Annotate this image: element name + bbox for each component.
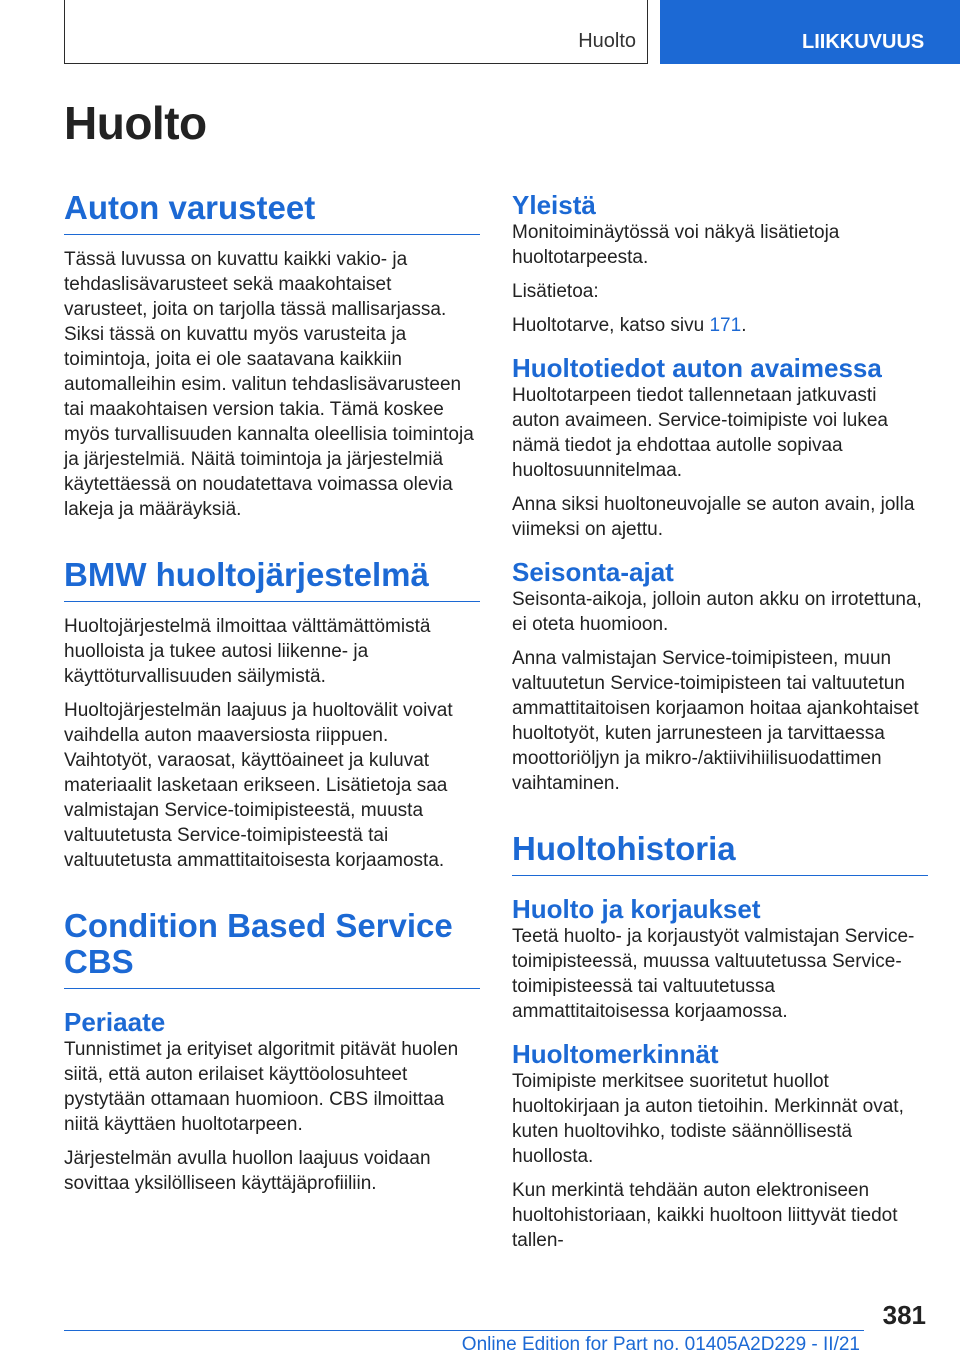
paragraph: Monitoiminäytössä voi näkyä lisätietoja huoltotarpeesta. [512,222,840,268]
text: Huoltotarve, katso sivu [512,315,705,336]
paragraph: Huoltojärjestelmän laajuus ja huoltovälit voivat vaihdella auton maaversiosta riippuen. Vaihtotyöt, varaosat, käyttöaineet ja kuluvat materiaalit lasketaan erikseen. Lisätietoja saa valmistajan Service-toimipisteestä, muusta valtuutetusta Service-toimipisteestä tai valtuutetusta ammattitaitoisesta korjaamosta. [64,700,453,871]
subheading-seisonta-ajat: Seisonta-ajat [512,557,674,587]
header-section-title: Huolto [578,30,636,52]
subheading-yleista: Yleistä [512,190,596,220]
section-yleista [512,190,928,338]
subheading-huoltomerkinnat: Huoltomerkinnät [512,1039,719,1069]
paragraph: Tunnistimet ja erityiset algoritmit pitävät huolen siitä, että auton erilaiset käyttöolosuhteet pystytään ottamaan huomioon. CBS ilmoittaa niitä käyttäen huoltotarpeen. [64,1039,459,1135]
section-bmw-huoltojarjestelma [64,557,480,873]
paragraph: Tässä luvussa on kuvattu kaikki vakio- ja tehdaslisävarusteet sekä maakohtaiset varusteet, joita on tarjolla tässä mallisarjassa. Siksi tässä on kuvattu myös varusteita ja toimintoja, joita ei ole saatavana kaikkiin automalleihin esim. valitun tehdaslisävarusteen tai maakohtaisen version takia. Tämä koskee myös turvallisuuden kannalta oleellisia toimintoja ja järjestelmiä. Näitä toimintoja ja järjestelmiä käytettäessä on noudatettava voimassa olevia lakeja ja määräyksiä. [64,249,474,520]
section-huoltotiedot-avaimessa [512,353,928,542]
paragraph-with-link [512,313,928,338]
right-column [512,190,928,1262]
page-reference-link[interactable]: 171 [709,315,742,336]
paragraph: Järjestelmän avulla huollon laajuus voidaan sovittaa yksilölliseen käyttäjäprofiiliin. [64,1148,431,1194]
subheading-huolto-ja-korjaukset: Huolto ja korjaukset [512,894,761,924]
page-title: Huolto [64,97,207,149]
heading-huoltohistoria: Huoltohistoria [512,831,928,876]
page-number: 381 [882,1300,926,1330]
section-seisonta-ajat [512,557,928,796]
paragraph: Teetä huolto- ja korjaustyöt valmistajan Service-toimipisteessä, muussa valtuutetussa Service-toimipisteessä tai valtuutetussa ammattitaitoisessa korjaamossa. [512,926,915,1022]
paragraph: Anna siksi huoltoneuvojalle se auton avain, jolla viimeksi on ajettu. [512,494,915,540]
text: . [741,315,747,336]
heading-auton-varusteet: Auton varusteet [64,190,480,235]
paragraph: Anna valmistajan Service-toimipisteen, muun valtuutetun Service-toimipisteen tai valtuutetun ammattitaitoisen korjaamon hoitaa ajankohtaiset huoltotyöt, kuten jarrunesteen ja tarvittaessa moottoriöljyn ja mikro-/aktiivihiilisuodattimen vaihtaminen. [512,648,919,794]
heading-bmw-huoltojarjestelma: BMW huoltojärjestelmä [64,557,480,602]
paragraph: Huoltotarpeen tiedot tallennetaan jatkuvasti auton avaimeen. Service-toimipiste voi lukea nämä tiedot ja ehdottaa autolle sopivaa huoltosuunnitelmaa. [512,385,888,481]
subheading-periaate: Periaate [64,1007,166,1037]
paragraph: Lisätietoa: [512,281,599,302]
header-box [64,0,648,64]
left-column [64,190,480,1205]
header-chapter-tab[interactable]: LIIKKUVUUS [660,0,960,64]
footer-divider [64,1330,864,1331]
paragraph: Toimipiste merkitsee suoritetut huollot huoltokirjaan ja auton tietoihin. Merkinnät ovat, kuten huoltovihko, todiste säännöllisestä huollosta. [512,1071,904,1167]
subheading-huoltotiedot-avaimessa: Huoltotiedot auton avaimessa [512,353,882,383]
section-cbs [64,908,480,1196]
paragraph: Seisonta-aikoja, jolloin auton akku on irrotettuna, ei oteta huomioon. [512,589,922,635]
section-huoltohistoria [512,831,928,1253]
footer-edition-text: Online Edition for Part no. 01405A2D229 - II/21 [461,1334,860,1355]
section-auton-varusteet [64,190,480,522]
paragraph: Huoltojärjestelmä ilmoittaa välttämättömistä huolloista ja tukee autosi liikenne- ja käyttöturvallisuuden säilymistä. [64,616,431,687]
paragraph: Kun merkintä tehdään auton elektroniseen huoltohistoriaan, kaikki huoltoon liittyvät tiedot tallen- [512,1180,898,1251]
heading-cbs: Condition Based Service CBS [64,908,480,989]
